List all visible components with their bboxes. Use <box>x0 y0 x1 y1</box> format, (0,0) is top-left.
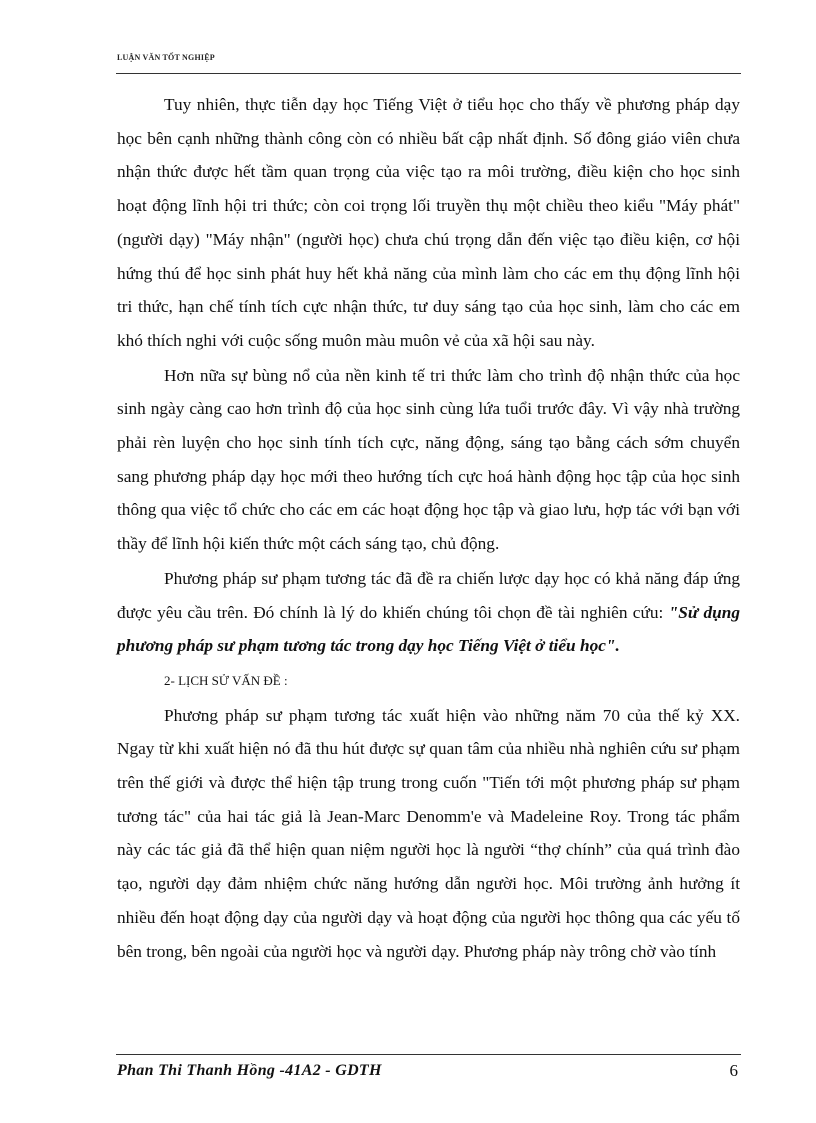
body-text <box>117 88 740 968</box>
paragraph-2: Hơn nữa sự bùng nổ của nền kinh tế tri thức làm cho trình độ nhận thức của học sinh ngày càng cao hơn trình độ của học sinh cùng lứa tuổi trước đây. Vì vậy nhà trường phải rèn luyện cho học sinh tính tích cực, năng động, sáng tạo bằng cách sớm chuyển sang phương pháp dạy học mới theo hướng tích cực hoá hành động học tập của học sinh thông qua việc tổ chức cho các em các hoạt động học tập và giao lưu, hợp tác với bạn với thầy để lĩnh hội kiến thức một cách sáng tạo, chủ động. <box>117 365 740 554</box>
section-heading: 2- LỊCH SỬ VẤN ĐỀ : <box>164 672 288 688</box>
header-rule <box>116 73 741 74</box>
research-topic: "Sử dụng phương pháp sư phạm tương tác trong dạy học Tiếng Việt ở tiểu học". <box>117 602 740 656</box>
footer-rule <box>116 1054 741 1055</box>
paragraph-3-intro: Phương pháp sư phạm tương tác đã đề ra chiến lược dạy học có khả năng đáp ứng được yêu cầu trên. Đó chính là lý do khiến chúng tôi chọn đề tài nghiên cứu: <box>117 568 740 622</box>
header-title: LUẬN VĂN TỐT NGHIỆP <box>117 53 215 62</box>
paragraph-3 <box>117 562 740 663</box>
paragraph-1: Tuy nhiên, thực tiễn dạy học Tiếng Việt ở tiểu học cho thấy về phương pháp dạy học bên cạnh những thành công còn có nhiều bất cập nhất định. Số đông giáo viên chưa nhận thức được hết tầm quan trọng của việc tạo ra môi trường, điều kiện cho học sinh hoạt động lĩnh hội tri thức; còn coi trọng lối truyền thụ một chiều theo kiểu "Máy phát" (người dạy) "Máy nhận" (người học) chưa chú trọng dẫn đến việc tạo điều kiện, cơ hội hứng thú để học sinh phát huy hết khả năng của mình làm cho các em thụ động lĩnh hội tri thức, hạn chế tính tích cực nhận thức, tư duy sáng tạo của học sinh, làm cho các em khó thích nghi với cuộc sống muôn màu muôn vẻ của xã hội sau này. <box>117 95 740 350</box>
page-number: 6 <box>729 1061 738 1080</box>
footer-author: Phan Thi Thanh Hồng -41A2 - GDTH <box>117 1062 382 1079</box>
paragraph-4: Phương pháp sư phạm tương tác xuất hiện vào những năm 70 của thế kỷ XX. Ngay từ khi xuất hiện nó đã thu hút được sự quan tâm của nhiều nhà nghiên cứu sư phạm trên thế giới và được thể hiện tập trung trong cuốn "Tiến tới một phương pháp sư phạm tương tác" của hai tác giả là Jean-Marc Denomm'e và Madeleine Roy. Trong tác phẩm này các tác giả đã thể hiện quan niệm người học là người “thợ chính” của quá trình đào tạo, người dạy đảm nhiệm chức năng hướng dẫn người học. Môi trường ảnh hưởng ít nhiều đến hoạt động dạy của người dạy và hoạt động của người học thông qua các yếu tố bên trong, bên ngoài của người học và người dạy. Phương pháp này trông chờ vào tính <box>117 705 740 961</box>
